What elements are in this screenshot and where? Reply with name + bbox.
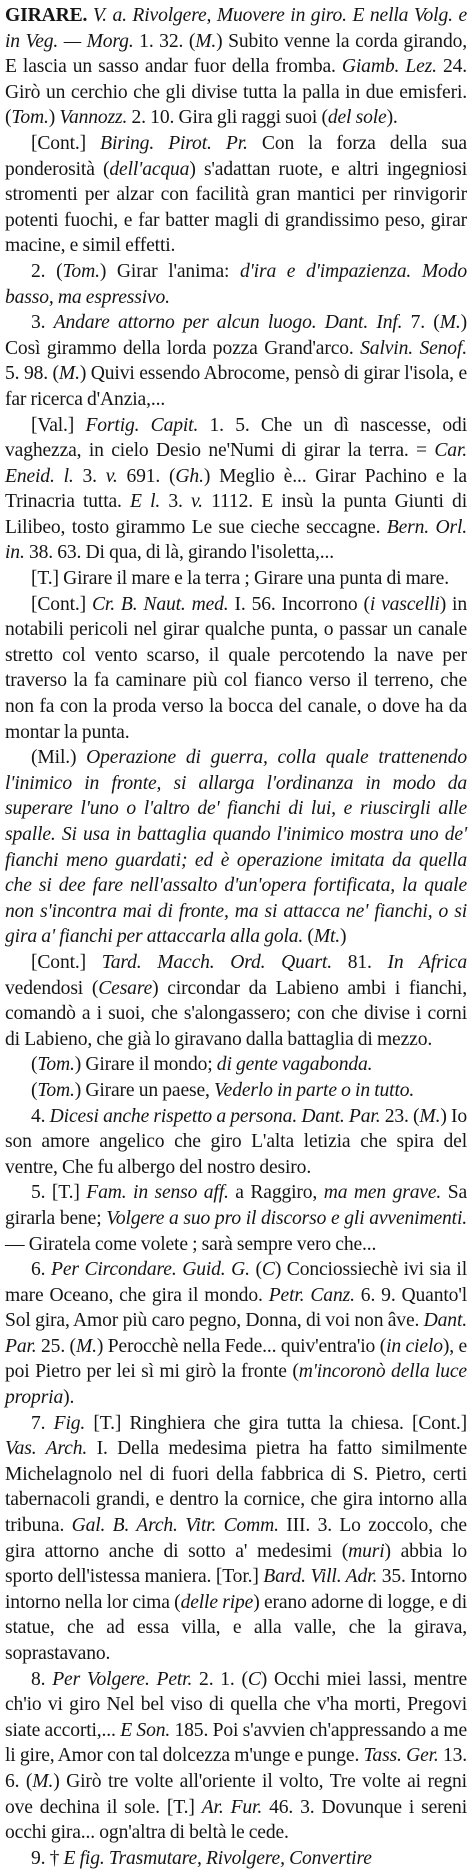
italic-text: dell'acqua bbox=[109, 158, 190, 180]
italic-text: Bern. Orl. in. bbox=[5, 516, 467, 564]
text-run: 46. 3. Dovunque i sereni occhi gira... ogn'altra di beltà le cede. bbox=[5, 1796, 467, 1844]
entry-paragraph bbox=[5, 413, 467, 567]
text-run: ) s'adattan ruote, e altri ingegniosi stromenti per alzar con facilità gran mantici per rinvigorir potenti fuochi, e far batter magli di grandissimo peso, girar macine, e simil effetti. bbox=[5, 158, 467, 257]
italic-text: Vas. Arch. bbox=[5, 1438, 88, 1460]
entry-paragraph bbox=[5, 1667, 467, 1846]
text-run: 81. bbox=[331, 951, 388, 973]
italic-text: Dant. Par. bbox=[5, 1310, 467, 1357]
text-run: ( bbox=[249, 1259, 262, 1281]
entry-paragraph bbox=[5, 1846, 467, 1871]
italic-text: V. a. Rivolgere, Muovere in giro. E nella Volg. e in Veg. — Morg. bbox=[5, 5, 467, 52]
italic-text: E Son. bbox=[120, 1719, 171, 1741]
italic-text: M. bbox=[419, 1105, 441, 1127]
entry-paragraph bbox=[5, 1411, 467, 1667]
italic-text: Fortig. Capit. bbox=[85, 414, 199, 436]
italic-text: Giamb. Lez. bbox=[341, 56, 437, 78]
text-run: 1. 5. Che un dì nascesse, odi vaghezza, in cielo Desio ne'Numi di girar la terra. = bbox=[5, 414, 467, 462]
text-run: 3. bbox=[160, 491, 192, 513]
italic-text: Tom. bbox=[62, 260, 100, 282]
italic-text: Car. Eneid. l. bbox=[5, 440, 467, 487]
text-run: 185. Poi s'avvien ch'appressando a me li gire, Amor con tal dolcezza m'unge e punge. bbox=[5, 1719, 467, 1767]
text-run: [Val.] bbox=[31, 414, 86, 436]
entry-paragraph bbox=[5, 1052, 467, 1078]
italic-text: Gal. B. Arch. Vitr. Comm. bbox=[71, 1515, 279, 1537]
entry-paragraph bbox=[5, 131, 467, 259]
italic-text: M. bbox=[195, 30, 217, 52]
text-run: 9. † bbox=[31, 1847, 64, 1869]
text-run: 1112. E insù la punta Giunti di Lilibeo, tosto girammo Le sue cieche seccagne. bbox=[5, 491, 467, 538]
italic-text: Per Volgere. Petr. bbox=[52, 1668, 193, 1690]
text-run: 691. ( bbox=[117, 465, 176, 487]
text-run: ) Quivi essendo Abrocome, pensò di girar l'isola, e far ricerca d'Anzia,... bbox=[5, 363, 468, 410]
text-run: 2. 10. Gira gli raggi suoi ( bbox=[127, 107, 328, 129]
italic-text: Tom. bbox=[37, 1079, 75, 1101]
italic-text: Biring. Pirot. Pr. bbox=[100, 132, 248, 154]
italic-text: Dicesi anche rispetto a persona. Dant. Par. bbox=[49, 1105, 381, 1127]
italic-text: Bard. Vill. Adr. bbox=[263, 1566, 378, 1588]
italic-text: Gh. bbox=[175, 465, 204, 487]
entry-paragraph bbox=[5, 1104, 467, 1181]
headword: GIRARE. bbox=[5, 5, 93, 26]
text-run: 23. ( bbox=[380, 1105, 420, 1127]
text-run: Girare il mare e la terra ; Girare una punta di mare. bbox=[63, 568, 449, 590]
text-run: ) bbox=[48, 107, 60, 129]
text-run: 1. 32. ( bbox=[133, 30, 196, 52]
italic-text: m'incoronò della luce propria bbox=[5, 1361, 467, 1409]
entry-paragraph bbox=[5, 950, 467, 1052]
text-run: ) Girare un paese, bbox=[74, 1079, 215, 1101]
text-run: [T.] Ringhiera che gira tutta la chiesa. [Cont.] bbox=[85, 1412, 467, 1434]
text-run: ( bbox=[31, 1054, 38, 1076]
text-run: ) Girò tre volte all'oriente il volto, Tre volte ai regni ove dechina il sole. [T.] bbox=[5, 1770, 467, 1818]
text-run: ), e poi Pietro per lei sì mi girò la fronte ( bbox=[5, 1335, 468, 1383]
text-run: ( bbox=[31, 1079, 38, 1101]
text-run: ). bbox=[63, 1387, 75, 1409]
text-run: ) Girare il mondo; bbox=[74, 1054, 217, 1076]
text-run: 2. ( bbox=[31, 260, 63, 282]
italic-text: Cr. B. Naut. med. bbox=[91, 593, 229, 615]
text-run: (Mil.) bbox=[31, 747, 87, 769]
italic-text: v. bbox=[191, 491, 203, 513]
entry-paragraph bbox=[5, 1257, 467, 1411]
text-run: ) Occhi miei lassi, mentre ch'io vi giro Nel bel viso di quella che v'ha morti, Pregovi siate accorti,... bbox=[5, 1668, 467, 1741]
text-run: ) Io son amore angelico che giro L'alta letizia che spira del ventre, Che fu albergo del nostro desiro. bbox=[5, 1105, 467, 1178]
italic-text: ma men grave. bbox=[323, 1182, 442, 1204]
text-run: 8. bbox=[31, 1668, 53, 1690]
text-run: 25. ( bbox=[36, 1335, 76, 1357]
italic-text: di gente vagabonda. bbox=[216, 1054, 373, 1076]
text-run: [Cont.] bbox=[31, 951, 102, 973]
text-run: 35. Intorno intorno nella lor cima ( bbox=[5, 1566, 468, 1613]
text-run: 3. bbox=[73, 465, 106, 487]
italic-text: Vannozz. bbox=[59, 107, 128, 129]
italic-text: E fig. Trasmutare, Rivolgere, Convertire bbox=[63, 1847, 372, 1869]
text-run: — Giratela come volete ; sarà sempre vero che... bbox=[5, 1233, 377, 1255]
italic-text: C bbox=[261, 1259, 275, 1281]
text-run: 2. 1. ( bbox=[192, 1668, 248, 1690]
italic-text: Mt. bbox=[313, 926, 341, 948]
entry-paragraph bbox=[5, 592, 467, 746]
text-run: 5. 98. ( bbox=[5, 363, 59, 385]
italic-text: Salvin. Senof. bbox=[360, 337, 467, 359]
text-run: 6. bbox=[31, 1259, 52, 1281]
italic-text: M. bbox=[75, 1335, 97, 1357]
text-run: 4. bbox=[31, 1105, 50, 1127]
text-run: a Raggiro, bbox=[228, 1182, 324, 1204]
italic-text: Fam. in senso aff. bbox=[86, 1182, 229, 1204]
italic-text: Tass. Ger. bbox=[363, 1745, 439, 1767]
italic-text: M. bbox=[439, 312, 461, 334]
text-run: ) Meglio è... Girar Pachino e la Trinacria tutta. bbox=[5, 465, 467, 513]
text-run: ) abbia lo sporto dell'istessa maniera. [Tor.] bbox=[5, 1540, 467, 1588]
text-run: [Cont.] bbox=[31, 593, 92, 615]
italic-text: Ar. Fur. bbox=[201, 1796, 263, 1818]
italic-text: v. bbox=[105, 465, 118, 487]
italic-text: del sole bbox=[327, 107, 387, 129]
italic-text: M. bbox=[32, 1770, 54, 1792]
text-run: 6. 9. Quanto'l Sol gira, Amor più caro pegno, Donna, di voi non âve. bbox=[5, 1284, 467, 1332]
text-run: ( bbox=[303, 926, 314, 948]
text-run: ) Conciossiechè ivi sia il mare Oceano, che gira il mondo. bbox=[5, 1259, 467, 1306]
text-run: 13. 6. ( bbox=[5, 1745, 467, 1792]
entry-paragraph bbox=[5, 566, 467, 592]
italic-text: muri bbox=[348, 1540, 385, 1562]
text-run: ) erano adorne di logge, e di statue, che ad essa villa, e alla valle, che la girava, soprastavano. bbox=[5, 1591, 467, 1664]
entry-paragraph bbox=[5, 3, 467, 131]
text-run: I. Della medesima pietra ha fatto similmente Michelagnolo nel di fuori della fabbrica di S. Pietro, certi tabernacoli grandi, e dentro la cornice, che gira intorno alla tribuna. bbox=[5, 1438, 468, 1537]
text-run: 7. bbox=[31, 1412, 54, 1434]
italic-text: Operazione di guerra, colla quale trattenendo l'inimico in fronte, si allarga l'ordinanza in modo da superare l'uno o l'altro de' fianchi di lui, e riuscirgli alle spalle. Si usa in battaglia quando l'inimico mostra uno de' fianchi meno guardati; ed è operazione imitata da quella che si dee fare nell'assalto d'un'opera fortificata, la quale non s'incontra mai di fronte, ma si attacca ne' fianchi, o si gira a' fianchi per attaccarla alla gola. bbox=[5, 747, 467, 948]
entry-paragraph bbox=[5, 310, 467, 412]
text-run: [T.] bbox=[31, 568, 64, 590]
italic-text: Andare attorno per alcun luogo. Dant. Inf. bbox=[53, 312, 403, 334]
italic-text: i vascelli bbox=[369, 593, 440, 615]
entry-paragraph bbox=[5, 1078, 467, 1104]
text-run: ) Perocchè nella Fede... quiv'entra'io ( bbox=[96, 1335, 387, 1357]
italic-text: delle ripe bbox=[180, 1591, 254, 1613]
italic-text: C bbox=[247, 1668, 261, 1690]
italic-text: in cielo bbox=[386, 1335, 443, 1357]
text-run: 24. Girò un cerchio che gli divise tutta la palla in due emisferi. ( bbox=[5, 56, 467, 129]
text-run: [Cont.] bbox=[31, 132, 101, 154]
italic-text: Per Circondare. Guid. G. bbox=[51, 1259, 250, 1281]
text-run: Con la forza della sua ponderosità ( bbox=[5, 132, 467, 180]
text-run: ) bbox=[340, 926, 347, 948]
italic-text: Vederlo in parte o in tutto. bbox=[214, 1079, 415, 1101]
text-run: I. 56. Incorrono ( bbox=[228, 593, 370, 615]
italic-text: Tard. Macch. Ord. Quart. bbox=[101, 951, 332, 973]
italic-text: In Africa bbox=[387, 951, 467, 973]
text-run: ). bbox=[386, 107, 398, 129]
italic-text: Volgere a suo pro il discorso e gli avvenimenti. bbox=[106, 1207, 467, 1229]
italic-text: E l. bbox=[130, 491, 161, 513]
text-run: ) Così girammo della lorda pozza Grand'arco. bbox=[5, 312, 467, 359]
entry-paragraph bbox=[5, 259, 467, 310]
text-run: 38. 63. Di qua, di là, girando l'isoletta,... bbox=[24, 542, 335, 564]
italic-text: Cesare bbox=[98, 977, 153, 999]
text-run: ) in notabili pericoli nel girar qualche punta, o passar un canale stretto col vento scarso, il quale percotendo la nave per traverso la fa caminare più col fianco verso il terreno, che non fa con la proda verso la bocca del canale, o dove ha da montar la punta. bbox=[5, 593, 467, 743]
text-run: Sa girarla bene; bbox=[5, 1182, 467, 1229]
text-run: ) Girar l'anima: bbox=[99, 260, 240, 282]
text-run: ) Subito venne la corda girando, E lascia un sasso andar fuor della fromba. bbox=[5, 30, 467, 78]
entry-paragraph bbox=[5, 745, 467, 950]
text-run: ) circondar da Labieno ambi i fianchi, comandò a i suoi, che s'alongassero; con che divise i corni di Labieno, che già lo giravano dalla battaglia di mezzo. bbox=[5, 977, 467, 1050]
entry-paragraph bbox=[5, 1180, 467, 1257]
text-run: 7. ( bbox=[402, 312, 440, 334]
text-run: III. 3. Lo zoccolo, che gira attorno anche di sotto a' medesimi ( bbox=[5, 1515, 467, 1562]
italic-text: M. bbox=[58, 363, 80, 385]
italic-text: Fig. bbox=[53, 1412, 86, 1434]
italic-text: Tom. bbox=[11, 107, 49, 129]
text-run: vedendosi ( bbox=[5, 977, 99, 999]
italic-text: d'ira e d'impazienza. Modo basso, ma espressivo. bbox=[5, 260, 467, 308]
text-run: 5. [T.] bbox=[31, 1182, 87, 1204]
italic-text: Tom. bbox=[37, 1054, 75, 1076]
italic-text: Petr. Canz. bbox=[268, 1284, 355, 1306]
text-run: 3. bbox=[31, 312, 54, 334]
